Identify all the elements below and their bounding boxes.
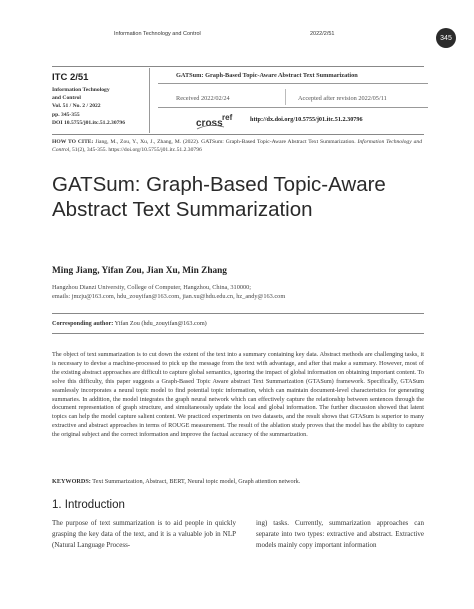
paper-title: GATSum: Graph-Based Topic-Aware Abstract Text Summarization — [52, 173, 386, 221]
volume-info: Vol. 51 / No. 2 / 2022 — [52, 103, 101, 110]
info-rule-2 — [158, 107, 428, 108]
top-rule — [52, 66, 424, 67]
svg-text:cross: cross — [196, 118, 223, 129]
affiliation-block — [52, 283, 432, 301]
article-title-header: GATSum: Graph-Based Topic-Aware Abstract Text Summarization — [176, 72, 358, 79]
rule-above-corresponding — [52, 313, 424, 314]
info-bottom-rule — [52, 134, 424, 135]
intro-right-column: ing) tasks. Currently, summarization approaches can separate into two types: extractive and abstract. Extractive models mainly copy important information — [256, 519, 424, 550]
journal-meta — [52, 86, 144, 127]
affiliation: Hangzhou Dianzi University, College of Computer, Hangzhou, China, 310000; — [52, 284, 252, 291]
doi-short: DOI 10.5755/j01.itc.51.2.30796 — [52, 119, 126, 126]
how-to-cite-journal: Information Technology and Control — [52, 139, 422, 153]
corresponding-text: Yifan Zou (hdu_zouyifan@163.com) — [113, 320, 207, 327]
accepted-date: Accepted after revision 2022/05/11 — [298, 95, 387, 102]
abstract-text: The object of text summarization is to cut down the extent of the text into a summary containing key data. Abstract methods are challenging tasks, it is necessary to devise a machine-processed to pick up the message from the text with advantage, and after that make a summary. However, most of the existing abstract approaches are difficult to capture global semantics, ignoring the impact of global information on obtaining important content. To solve this difficulty, this paper suggests a Graph-Based Topic Aware abstract Text Summarization (GTASum) framework. Specifically, GTASum seamlessly incorporates a neural topic model to find potential topic information, which can maintain document-level characteristics for generating summaries. In addition, the model integrates the graph neural network which can effectively capture the relationship between sentences through the document representation of graph structure, and simultaneously update the local and global information. The further discussion showed that latent topics can help the model capture salient content. We practiced experiments on two datasets, and the result shows that GTASum is superior to many extractive and abstract approaches in terms of ROUGE measurement. The result of the ablation study proves that the model has the ability to capture the original subject and the correct information and improve the factual accuracy of the summarization. — [52, 351, 424, 439]
how-to-cite — [52, 138, 422, 154]
corresponding-label: Corresponding author: — [52, 320, 114, 327]
page-number-badge: 345 — [436, 28, 456, 48]
keywords — [52, 478, 300, 485]
page-range: pp. 345-355 — [52, 111, 80, 118]
rule-below-corresponding — [52, 333, 424, 334]
info-rule-1 — [158, 83, 428, 84]
journal-name-line-2: and Control — [52, 95, 81, 102]
intro-left-column: The purpose of text summarization is to aid people in quickly grasping the key data of the text, and it is a valuable job in NLP (Natural Language Process- — [52, 519, 236, 550]
author-list: Ming Jiang, Yifan Zou, Jian Xu, Min Zhang — [52, 266, 227, 276]
date-divider — [285, 89, 286, 105]
crossref-logo — [194, 111, 244, 131]
received-date: Received 2022/02/24 — [176, 95, 230, 102]
how-to-cite-label: HOW TO CITE: — [52, 139, 94, 145]
keywords-label: KEYWORDS: — [52, 478, 91, 485]
running-header-journal: Information Technology and Control — [114, 31, 201, 37]
how-to-cite-tail: , 51(2), 345-355. https://doi.org/10.5755/j01.itc.51.2.30796 — [69, 147, 202, 153]
doi-link[interactable]: http://dx.doi.org/10.5755/j01.itc.51.2.30796 — [250, 116, 363, 123]
corresponding-author — [52, 320, 207, 327]
journal-name-line-1: Information Technology — [52, 87, 110, 93]
crossref-icon — [194, 111, 244, 131]
journal-code: ITC 2/51 — [52, 72, 89, 83]
running-header-issue: 2022/2/51 — [310, 31, 335, 37]
info-divider — [149, 68, 150, 133]
author-emails: emails: jmzju@163.com, hdu_zouyifan@163.com, jian.xu@hdu.edu.cn, hz_andy@163.com — [52, 293, 286, 300]
keywords-text: Text Summarization, Abstract, BERT, Neural topic model, Graph attention network. — [90, 478, 301, 485]
how-to-cite-text: Jiang, M., Zou, Y., Xu, J., Zhang, M. (2022). GATSum: Graph-Based Topic-Aware Abstract Text Summarization. — [93, 139, 358, 145]
svg-text:ref: ref — [222, 113, 233, 122]
section-heading-introduction: 1. Introduction — [52, 499, 125, 511]
